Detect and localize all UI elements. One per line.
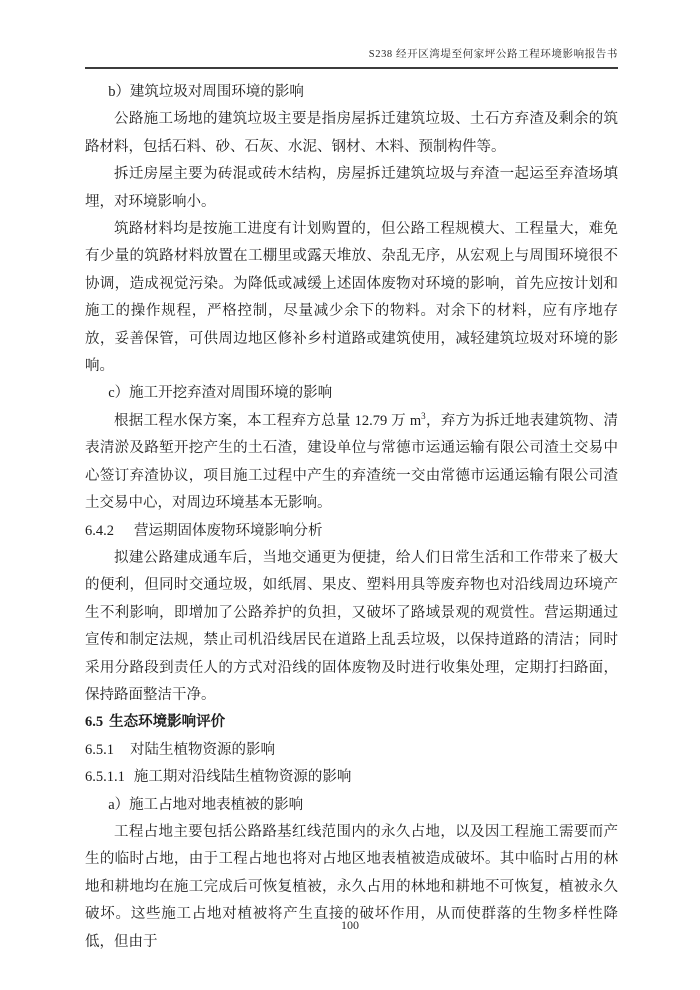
- cubic-meter-superscript: 3: [421, 411, 426, 422]
- paragraph-road-materials: 筑路材料均是按施工进度有计划购置的，但公路工程规模大、工程量大，难免有少量的筑路材料放置在工棚里或露天堆放、杂乱无序，从宏观上与周围环境很不协调，造成视觉污染。为降低或减缓上述固体废物对环境的影响，首先应按计划和施工的操作规程，严格控制，尽量减少余下的物料。对余下的材料，应有序地存放，妥善保管，可供周边地区修补乡村道路或建筑使用，减轻建筑垃圾对环境的影响。: [85, 221, 618, 375]
- subheading-a-land-occupation-vegetation: a）施工占地对地表植被的影响: [108, 796, 304, 813]
- paragraph-spoil-volume-text-before-sup: 根据工程水保方案，本工程弃方总量 12.79 万 m: [114, 412, 422, 429]
- heading-6-5-1-1-title: 施工期对沿线陆生植物资源的影响: [133, 769, 352, 786]
- heading-6-5-1-terrestrial-plants: [85, 737, 618, 764]
- heading-6-4-2-title: 营运期固体废物环境影响分析: [134, 522, 323, 539]
- heading-6-5-1-number: 6.5.1: [85, 741, 114, 758]
- heading-6-5-1-1-number: 6.5.1.1: [85, 769, 125, 786]
- heading-6-5-1-title: 对陆生植物资源的影响: [130, 741, 275, 758]
- paragraph-operation-period-waste: 拟建公路建成通车后，当地交通更为便捷，给人们日常生活和工作带来了极大的便利，但同时交通垃圾，如纸屑、果皮、塑料用具等废弃物也对沿线周边环境产生不利影响，即增加了公路养护的负担，又破坏了路域景观的观赏性。营运期通过宣传和制定法规，禁止司机沿线居民在道路上乱丢垃圾，以保持道路的清洁；同时采用分路段到责任人的方式对沿线的固体废物及时进行收集处理，定期打扫路面，保持路面整洁干净。: [85, 549, 618, 703]
- paragraph-land-occupation-impact: 工程占地主要包括公路路基红线范围内的永久占地，以及因工程施工需要而产生的临时占地，由于工程占地也将对占地区地表植被造成破坏。其中临时占用的林地和耕地均在施工完成后可恢复植被，永久占用的林地和耕地不可恢复，植被永久破坏。这些施工占地对植被将产生直接的破坏作用，从而使群落的生物多样性降低，但由于: [85, 823, 618, 950]
- heading-6-4-2-operation-solid-waste: [85, 518, 618, 545]
- paragraph-spoil-volume: [85, 408, 618, 518]
- paragraph-demolition-houses: 拆迁房屋主要为砖混或砖木结构，房屋拆迁建筑垃圾与弃渣一起运至弃渣场填埋，对环境影响小。: [85, 166, 618, 210]
- running-header: S238 经开区湾堤至何家坪公路工程环境影响报告书: [368, 49, 618, 60]
- subheading-c-excavation-spoil: c）施工开挖弃渣对周围环境的影响: [108, 385, 333, 402]
- heading-6-5-ecological-impact: [85, 709, 618, 736]
- heading-6-5-1-1-construction-period-plants: [85, 764, 618, 791]
- subheading-b-construction-waste: b）建筑垃圾对周围环境的影响: [108, 84, 304, 100]
- page-number: 100: [341, 918, 359, 932]
- heading-6-4-2-number: 6.4.2: [85, 522, 114, 539]
- paragraph-spoil-volume-text-after-sup: ，弃方为拆迁地表建筑物、清表清淤及路堑开挖产生的土石渣，建设单位与常德市运通运输有限公司渣土交易中心签订弃渣协议，项目施工过程中产生的弃渣统一交由常德市运通运输有限公司渣土交易中心，对周边环境基本无影响。: [85, 412, 618, 512]
- document-body: [85, 79, 618, 956]
- header-rule: [85, 67, 618, 69]
- paragraph-construction-waste-definition: 公路施工场地的建筑垃圾主要是指房屋拆迁建筑垃圾、土石方弃渣及剩余的筑路材料，包括石料、砂、石灰、水泥、钢材、木料、预制构件等。: [85, 111, 618, 155]
- heading-6-5-title: 生态环境影响评价: [109, 714, 226, 731]
- heading-6-5-number: 6.5: [85, 714, 104, 731]
